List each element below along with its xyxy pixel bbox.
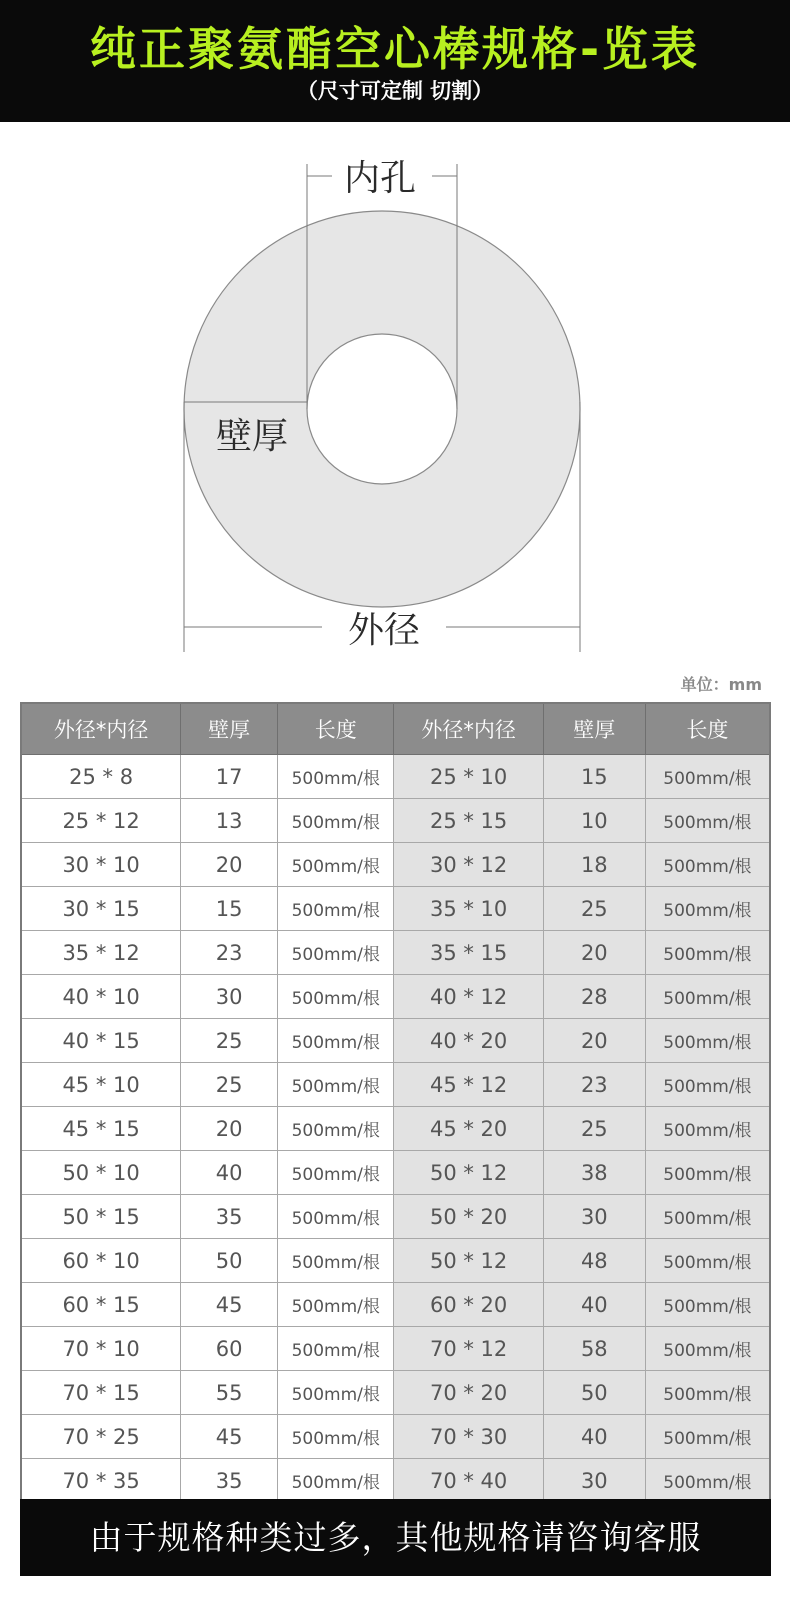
table-row	[21, 1327, 770, 1371]
page-title: 纯正聚氨酯空心棒规格-览表	[89, 22, 701, 76]
table-cell: 60 * 10	[21, 1239, 181, 1283]
table-cell: 28	[543, 975, 645, 1019]
unit-label: 单位：mm	[680, 675, 762, 694]
table-cell: 500mm/根	[278, 755, 394, 799]
table-cell: 500mm/根	[278, 1063, 394, 1107]
table-cell: 500mm/根	[278, 1107, 394, 1151]
table-cell: 20	[181, 843, 278, 887]
table-cell: 25	[543, 1107, 645, 1151]
inner-hole-label: 内孔	[343, 158, 417, 199]
spec-table	[20, 702, 771, 1504]
table-cell: 70 * 40	[394, 1459, 543, 1504]
wall-thickness-label: 壁厚	[215, 416, 289, 457]
table-cell: 23	[181, 931, 278, 975]
table-row	[21, 975, 770, 1019]
table-cell: 500mm/根	[278, 1239, 394, 1283]
table-cell: 500mm/根	[645, 1371, 770, 1415]
table-row	[21, 1459, 770, 1504]
table-cell: 500mm/根	[645, 1195, 770, 1239]
table-cell: 25 * 8	[21, 755, 181, 799]
table-cell: 15	[181, 887, 278, 931]
table-cell: 30 * 15	[21, 887, 181, 931]
page-subtitle: （尺寸可定制 切割）	[296, 79, 494, 103]
table-cell: 45 * 10	[21, 1063, 181, 1107]
table-cell: 40	[181, 1151, 278, 1195]
table-cell: 500mm/根	[278, 799, 394, 843]
footer-note: 由于规格种类过多，其他规格请咨询客服	[89, 1518, 702, 1557]
table-cell: 55	[181, 1371, 278, 1415]
table-cell: 500mm/根	[645, 1239, 770, 1283]
table-cell: 58	[543, 1327, 645, 1371]
table-cell: 45 * 20	[394, 1107, 543, 1151]
cross-section-svg	[0, 122, 790, 677]
table-cell: 25	[543, 887, 645, 931]
table-cell: 500mm/根	[278, 1415, 394, 1459]
table-cell: 30	[181, 975, 278, 1019]
column-header: 壁厚	[181, 703, 278, 755]
table-cell: 40	[543, 1283, 645, 1327]
table-header-row	[21, 703, 770, 755]
table-cell: 500mm/根	[278, 931, 394, 975]
table-row	[21, 1371, 770, 1415]
table-body	[21, 755, 770, 1504]
footer-banner	[20, 1499, 771, 1576]
table-row	[21, 1283, 770, 1327]
table-cell: 25 * 12	[21, 799, 181, 843]
table-cell: 40	[543, 1415, 645, 1459]
table-cell: 500mm/根	[645, 887, 770, 931]
table-cell: 20	[543, 931, 645, 975]
table-cell: 25 * 15	[394, 799, 543, 843]
table-cell: 500mm/根	[278, 1151, 394, 1195]
table-cell: 500mm/根	[645, 1151, 770, 1195]
table-cell: 10	[543, 799, 645, 843]
table-row	[21, 1239, 770, 1283]
table-cell: 40 * 12	[394, 975, 543, 1019]
table-cell: 45	[181, 1283, 278, 1327]
table-row	[21, 887, 770, 931]
column-header: 长度	[278, 703, 394, 755]
table-cell: 500mm/根	[645, 931, 770, 975]
table-cell: 50 * 10	[21, 1151, 181, 1195]
table-cell: 45 * 15	[21, 1107, 181, 1151]
table-cell: 500mm/根	[645, 1107, 770, 1151]
table-cell: 500mm/根	[645, 799, 770, 843]
table-cell: 25	[181, 1063, 278, 1107]
table-row	[21, 1195, 770, 1239]
table-cell: 500mm/根	[645, 1019, 770, 1063]
column-header: 外径*内径	[21, 703, 181, 755]
table-cell: 35 * 10	[394, 887, 543, 931]
table-cell: 500mm/根	[278, 1371, 394, 1415]
table-cell: 50 * 20	[394, 1195, 543, 1239]
table-cell: 60 * 15	[21, 1283, 181, 1327]
table-row	[21, 931, 770, 975]
table-cell: 500mm/根	[645, 975, 770, 1019]
table-cell: 50 * 12	[394, 1151, 543, 1195]
table-row	[21, 1063, 770, 1107]
table-row	[21, 1107, 770, 1151]
table-cell: 70 * 30	[394, 1415, 543, 1459]
table-cell: 500mm/根	[278, 1195, 394, 1239]
table-cell: 500mm/根	[278, 887, 394, 931]
table-cell: 50	[543, 1371, 645, 1415]
table-cell: 38	[543, 1151, 645, 1195]
table-cell: 30	[543, 1195, 645, 1239]
table-cell: 500mm/根	[645, 1459, 770, 1504]
table-row	[21, 1151, 770, 1195]
table-cell: 60	[181, 1327, 278, 1371]
table-cell: 17	[181, 755, 278, 799]
table-cell: 70 * 35	[21, 1459, 181, 1504]
table-cell: 18	[543, 843, 645, 887]
table-row	[21, 843, 770, 887]
table-cell: 500mm/根	[278, 843, 394, 887]
table-cell: 35	[181, 1195, 278, 1239]
column-header: 长度	[645, 703, 770, 755]
table-cell: 35	[181, 1459, 278, 1504]
table-cell: 70 * 15	[21, 1371, 181, 1415]
table-cell: 15	[543, 755, 645, 799]
table-cell: 50 * 15	[21, 1195, 181, 1239]
table-cell: 70 * 20	[394, 1371, 543, 1415]
table-cell: 500mm/根	[278, 1019, 394, 1063]
header-banner	[0, 0, 790, 122]
table-row	[21, 1415, 770, 1459]
table-cell: 500mm/根	[645, 755, 770, 799]
table-cell: 500mm/根	[645, 1063, 770, 1107]
hollow-rod-diagram	[0, 122, 790, 677]
table-cell: 500mm/根	[278, 1283, 394, 1327]
table-cell: 35 * 15	[394, 931, 543, 975]
table-cell: 30 * 10	[21, 843, 181, 887]
table-cell: 500mm/根	[278, 975, 394, 1019]
table-cell: 70 * 12	[394, 1327, 543, 1371]
table-cell: 40 * 20	[394, 1019, 543, 1063]
table-cell: 40 * 15	[21, 1019, 181, 1063]
table-cell: 40 * 10	[21, 975, 181, 1019]
table-cell: 50	[181, 1239, 278, 1283]
table-cell: 48	[543, 1239, 645, 1283]
table-cell: 30 * 12	[394, 843, 543, 887]
table-cell: 70 * 10	[21, 1327, 181, 1371]
table-cell: 50 * 12	[394, 1239, 543, 1283]
table-cell: 500mm/根	[278, 1459, 394, 1504]
table-cell: 30	[543, 1459, 645, 1504]
table-cell: 45	[181, 1415, 278, 1459]
table-row	[21, 755, 770, 799]
table-row	[21, 1019, 770, 1063]
column-header: 壁厚	[543, 703, 645, 755]
table-cell: 20	[543, 1019, 645, 1063]
table-cell: 70 * 25	[21, 1415, 181, 1459]
table-cell: 20	[181, 1107, 278, 1151]
table-cell: 45 * 12	[394, 1063, 543, 1107]
table-cell: 500mm/根	[278, 1327, 394, 1371]
table-cell: 35 * 12	[21, 931, 181, 975]
table-row	[21, 799, 770, 843]
table-cell: 60 * 20	[394, 1283, 543, 1327]
inner-circle	[307, 334, 457, 484]
table-cell: 500mm/根	[645, 843, 770, 887]
table-cell: 25	[181, 1019, 278, 1063]
table-cell: 500mm/根	[645, 1327, 770, 1371]
outer-diameter-label: 外径	[347, 610, 421, 651]
table-cell: 500mm/根	[645, 1415, 770, 1459]
table-cell: 23	[543, 1063, 645, 1107]
table-cell: 13	[181, 799, 278, 843]
column-header: 外径*内径	[394, 703, 543, 755]
table-cell: 25 * 10	[394, 755, 543, 799]
table-cell: 500mm/根	[645, 1283, 770, 1327]
